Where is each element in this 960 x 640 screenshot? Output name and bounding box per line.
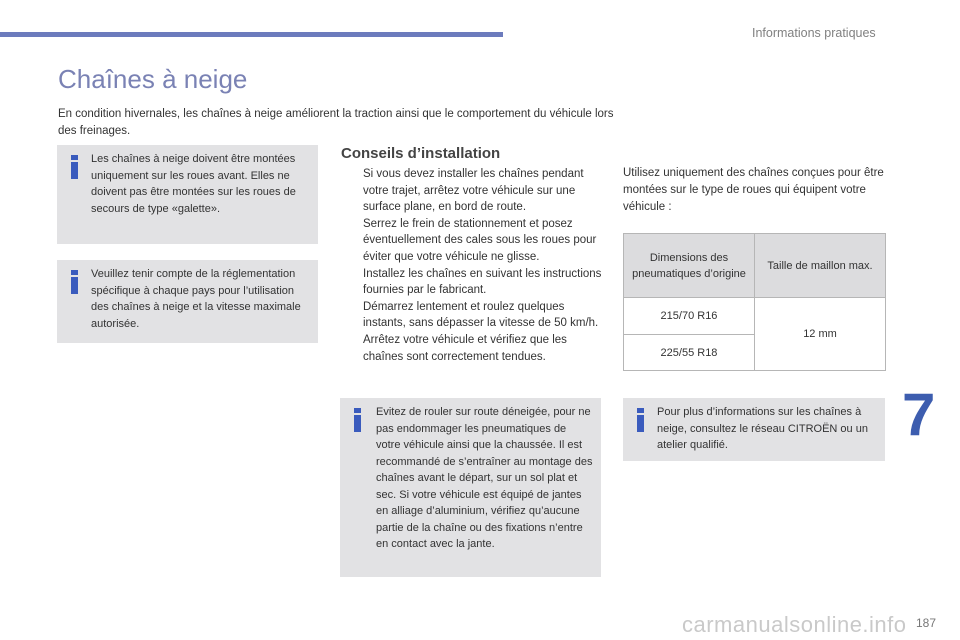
info-icon <box>71 155 78 179</box>
chain-size-table <box>623 233 886 371</box>
table-cell-tyre: 225/55 R18 <box>624 335 755 371</box>
note-text: Evitez de rouler sur route déneigée, pour ne pas endommager les pneumatiques de votre véhicule ainsi que la chaussée. Il est recommandé de s’entraîner au montage des chaînes avant le départ, sur un sol plat et sec. Si votre véhicule est équipé de jantes en alliage d’aluminium, vérifiez qu’aucune partie de la chaîne ou des fixations n’entre en contact avec la jante. <box>376 406 593 550</box>
note-regulations <box>57 260 318 343</box>
list-item: Si vous devez installer les chaînes pendant votre trajet, arrêtez votre véhicule sur une surface plane, en bord de route. <box>363 168 584 214</box>
note-front-wheels <box>57 145 318 244</box>
page-number: 187 <box>916 616 937 630</box>
list-item: Arrêtez votre véhicule et vérifiez que les chaînes sont correctement tendues. <box>363 333 567 363</box>
info-icon <box>71 270 78 294</box>
list-item: Serrez le frein de stationnement et posez éventuellement des cales sous les roues pour éviter que votre véhicule ne glisse. <box>363 217 597 263</box>
section-title: Informations pratiques <box>752 26 876 40</box>
table-header-link-size: Taille de maillon max. <box>755 234 886 298</box>
table-cell-link-size: 12 mm <box>755 298 886 371</box>
note-more-info <box>623 398 885 461</box>
watermark: carmanualsonline.info <box>682 612 907 637</box>
installation-steps <box>341 166 603 365</box>
list-item: Installez les chaînes en suivant les instructions fournies par le fabricant. <box>363 267 602 297</box>
info-icon <box>354 408 361 432</box>
installation-heading: Conseils d’installation <box>341 145 501 162</box>
note-snow-road <box>340 398 601 577</box>
top-rule <box>0 32 503 37</box>
note-text: Les chaînes à neige doivent être montées uniquement sur les roues avant. Elles ne doivent pas être montées sur les roues de secours de type «galette». <box>91 153 296 215</box>
intro-paragraph: En condition hivernales, les chaînes à neige améliorent la traction ainsi que le comportement du véhicule lors des freinages. <box>58 108 614 137</box>
usage-paragraph: Utilisez uniquement des chaînes conçues pour être montées sur le type de roues qui équipent votre véhicule : <box>623 167 884 213</box>
table-cell-tyre: 215/70 R16 <box>624 298 755 335</box>
chapter-number: 7 <box>902 381 936 448</box>
list-item: Démarrez lentement et roulez quelques instants, sans dépasser la vitesse de 50 km/h. <box>363 300 599 330</box>
table-header-dimensions: Dimensions des pneumatiques d’origine <box>624 234 755 298</box>
info-icon <box>637 408 644 432</box>
note-text: Pour plus d’informations sur les chaînes à neige, consultez le réseau CITROËN ou un atelier qualifié. <box>657 406 868 451</box>
note-text: Veuillez tenir compte de la réglementation spécifique à chaque pays pour l’utilisation des chaînes à neige et la vitesse maximale autorisée. <box>91 268 301 330</box>
page-title: Chaînes à neige <box>58 64 248 94</box>
